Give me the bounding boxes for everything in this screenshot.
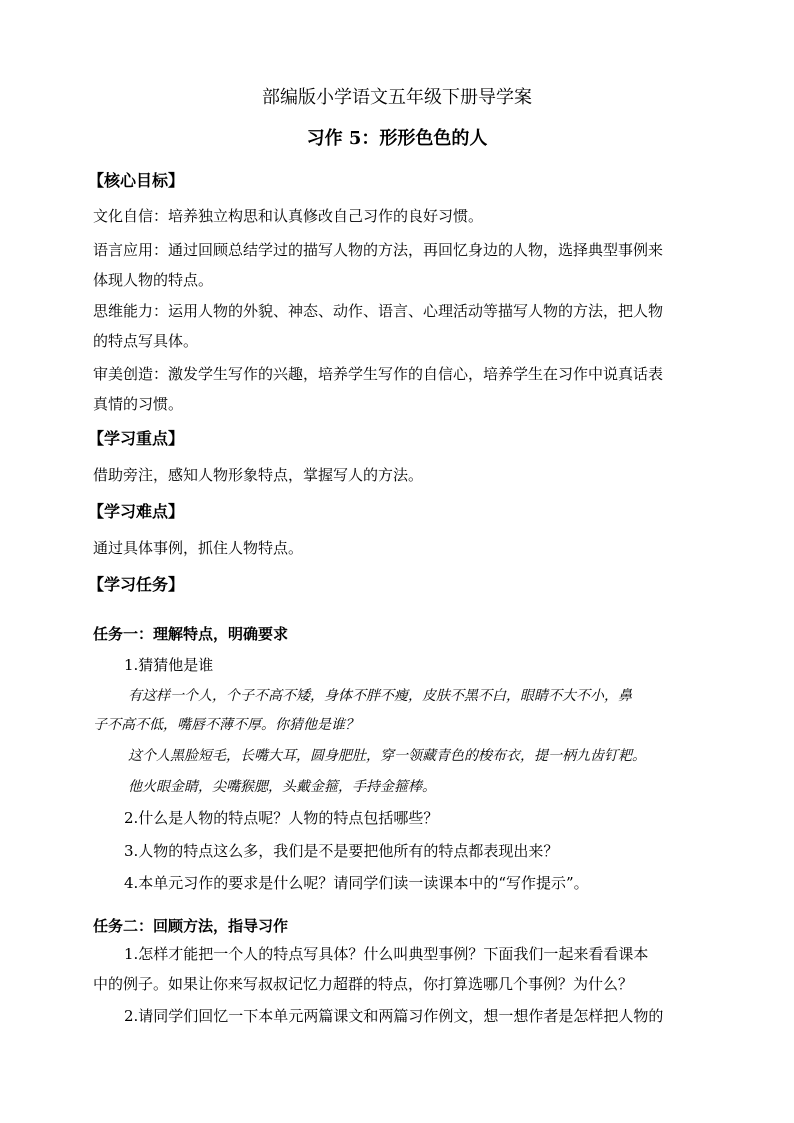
key-points-heading: 【学习重点】 (88, 429, 185, 448)
document-subtitle: 习作 5：形形色色的人 (306, 128, 488, 149)
task1-line: 有这样一个人，个子不高不矮，身体不胖不瘦，皮肤不黑不白，眼睛不大不小，鼻 (128, 688, 632, 704)
task1-title: 任务一：理解特点，明确要求 (93, 625, 289, 643)
core-goals-line: 文化自信：培养独立构思和认真修改自己习作的良好习惯。 (93, 207, 484, 225)
task2-line: 中的例子。如果让你来写叔叔记忆力超群的特点，你打算选哪几个事例？为什么？ (93, 975, 634, 993)
task2-line: 1.怎样才能把一个人的特点写具体？什么叫典型事例？下面我们一起来看看课本 (124, 945, 649, 963)
task1-line: 4.本单元习作的要求是什么呢？请同学们读一读课本中的“写作提示”。 (124, 874, 589, 892)
task1-line: 1.猜猜他是谁 (124, 656, 214, 674)
difficulties-text: 通过具体事例，抓住人物特点。 (93, 539, 304, 557)
core-goals-line: 思维能力：运用人物的外貌、神态、动作、语言、心理活动等描写人物的方法，把人物 (93, 302, 664, 320)
core-goals-line: 真情的习惯。 (93, 395, 184, 413)
task1-line: 这个人黑脸短毛，长嘴大耳，圆身肥肚，穿一领藏青色的梭布衣，提一柄九齿钉耙。 (128, 748, 646, 764)
task1-line: 子不高不低，嘴唇不薄不厚。你猜他是谁？ (93, 717, 359, 733)
task1-line: 他火眼金睛，尖嘴猴腮，头戴金箍，手持金箍棒。 (128, 779, 436, 795)
task2-line: 2.请同学们回忆一下本单元两篇课文和两篇习作例文，想一想作者是怎样把人物的 (124, 1007, 664, 1025)
core-goals-line: 的特点写具体。 (93, 332, 199, 350)
key-points-text: 借助旁注，感知人物形象特点，掌握写人的方法。 (93, 466, 424, 484)
core-goals-line: 审美创造：激发学生写作的兴趣，培养学生写作的自信心，培养学生在习作中说真话表 (93, 365, 664, 383)
task2-title: 任务二：回顾方法，指导习作 (93, 917, 289, 935)
document-title: 部编版小学语文五年级下册导学案 (262, 87, 532, 108)
core-goals-line: 语言应用：通过回顾总结学过的描写人物的方法，再回忆身边的人物，选择典型事例来 (93, 241, 664, 259)
core-goals-heading: 【核心目标】 (88, 171, 185, 190)
task1-line: 2.什么是人物的特点呢？人物的特点包括哪些？ (124, 809, 439, 827)
task1-line: 3.人物的特点这么多，我们是不是要把他所有的特点都表现出来？ (124, 842, 559, 860)
core-goals-line: 体现人物的特点。 (93, 271, 214, 289)
tasks-heading: 【学习任务】 (88, 575, 185, 594)
difficulties-heading: 【学习难点】 (88, 502, 185, 521)
